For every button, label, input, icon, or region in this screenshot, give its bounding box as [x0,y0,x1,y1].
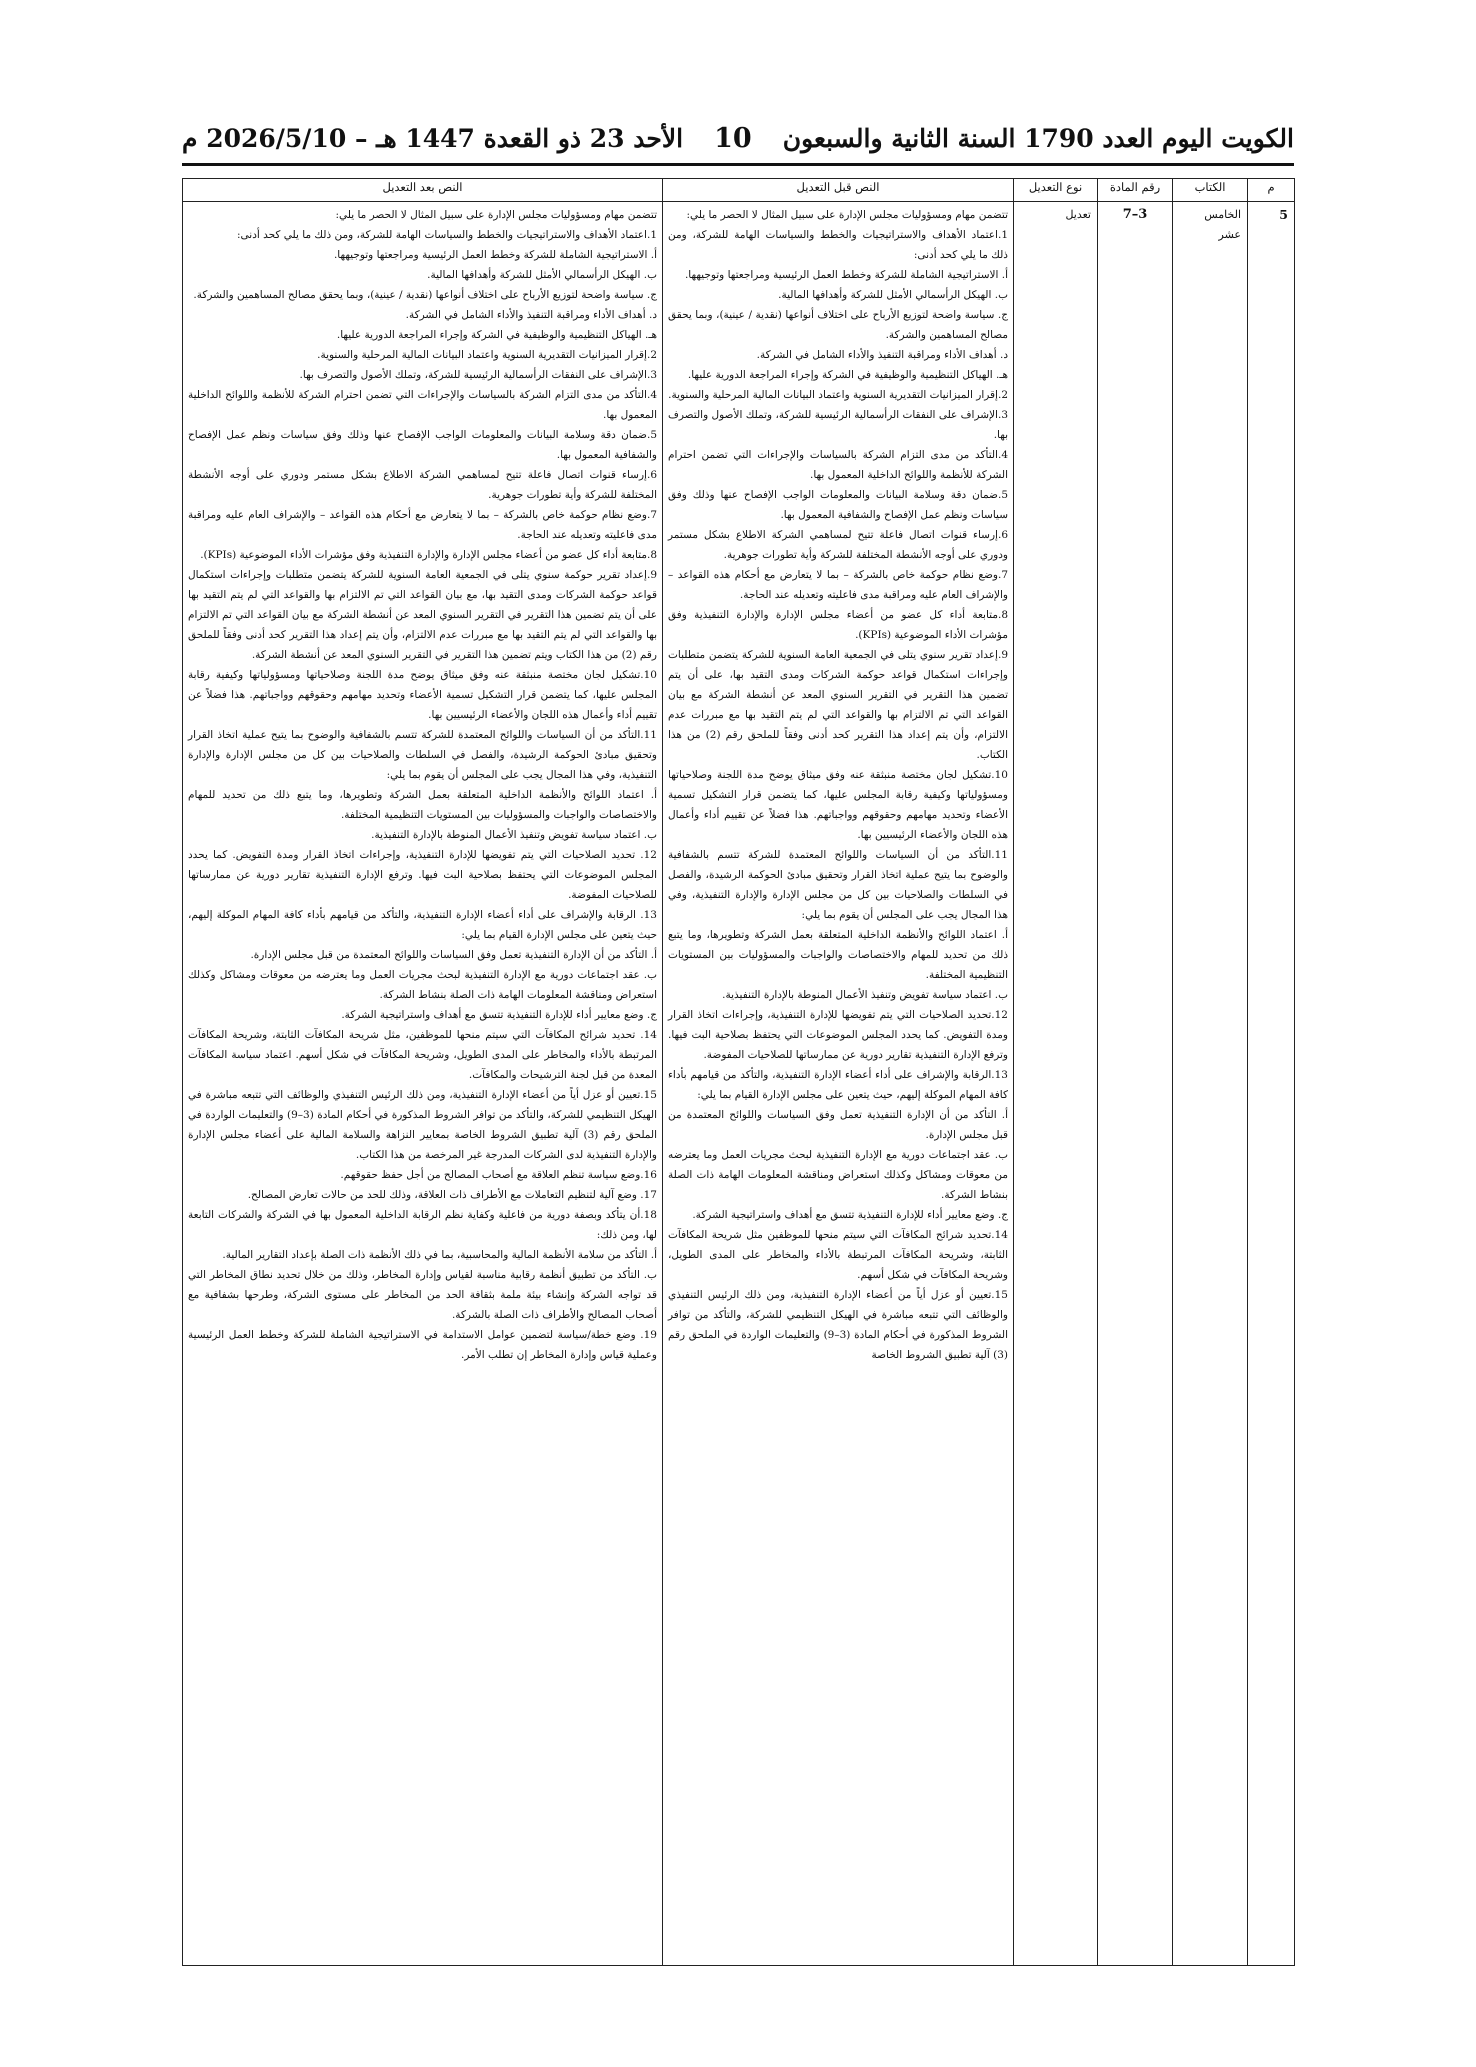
paragraph: 4.التأكد من مدى التزام الشركة بالسياسات والإجراءات التي تضمن احترام الشركة للأنظمة واللوائح الداخلية المعمول بها. [188,389,657,421]
paragraph: هـ. الهياكل التنظيمية والوظيفية في الشركة وإجراء المراجعة الدورية عليها. [687,369,1008,381]
paragraph: د. أهداف الأداء ومراقبة التنفيذ والأداء الشامل في الشركة. [405,309,657,321]
paragraph: 2.إقرار الميزانيات التقديرية السنوية واعتماد البيانات المالية المرحلية والسنوية. [668,389,1008,401]
paragraph: أ. التأكد من أن الإدارة التنفيذية تعمل وفق السياسات واللوائح المعتمدة من قبل مجلس الإدارة. [250,949,657,961]
row-book: الخامس عشر [1173,202,1248,1966]
paragraph: 17. وضع آلية لتنظيم التعاملات مع الأطراف ذات العلاقة، وذلك للحد من حالات تعارض المصالح. [247,1189,657,1201]
page-header [182,118,1294,158]
paragraph: 18.أن يتأكد وبصفة دورية من فاعلية وكفاية نظم الرقابة الداخلية المعمول بها في الشركة والشركات التابعة لها، ومن ذلك: [188,1209,657,1241]
table-header-row [183,179,1295,202]
paragraph: 12.تحديد الصلاحيات التي يتم تفويضها للإدارة التنفيذية، وإجراءات اتخاذ القرار ومدة التفويض. كما يحدد المجلس الموضوعات التي يحتفظ بصلاحية البت فيها. وترفع الإدارة التنفيذية تقارير دورية عن ممارساتها للصلاحيات المفوضة. [668,1009,1008,1061]
paragraph: 3.الإشراف على النفقات الرأسمالية الرئيسية للشركة، وتملك الأصول والتصرف بها. [668,409,1008,441]
paragraph: هـ. الهياكل التنظيمية والوظيفية في الشركة وإجراء المراجعة الدورية عليها. [336,329,657,341]
paragraph: 4.التأكد من مدى التزام الشركة بالسياسات والإجراءات التي تضمن احترام الشركة للأنظمة واللوائح الداخلية المعمول بها. [668,449,1008,481]
paragraph: 15.تعيين أو عزل أياً من أعضاء الإدارة التنفيذية، ومن ذلك الرئيس التنفيذي والوظائف التي تتبعه مباشرة في الهيكل التنظيمي للشركة، والتأكد من توافر الشروط المذكورة في أحكام المادة (3–9) والتعليمات الواردة في الملحق رقم (3) آلية تطبيق الشروط الخاصة [668,1289,1008,1361]
header-date: الأحد 23 ذو القعدة 1447 هـ – 2026/5/10 م [182,123,684,153]
paragraph: أ. اعتماد اللوائح والأنظمة الداخلية المتعلقة بعمل الشركة وتطويرها، وما يتبع ذلك من تحديد للمهام والاختصاصات والواجبات والمسؤوليات بين المستويات التنظيمية المختلفة. [188,789,657,821]
paragraph: 13.الرقابة والإشراف على أداء أعضاء الإدارة التنفيذية، والتأكد من قيامهم بأداء كافة المهام الموكلة إليهم، حيث يتعين على مجلس الإدارة القيام بما يلي: [668,1069,1008,1101]
paragraph: ج. وضع معايير أداء للإدارة التنفيذية تتسق مع أهداف واستراتيجية الشركة. [341,1009,657,1021]
paragraph: ج. سياسة واضحة لتوزيع الأرباح على اختلاف أنواعها (نقدية / عينية)، وبما يحقق مصالح المساهمين والشركة. [193,289,657,301]
paragraph: د. أهداف الأداء ومراقبة التنفيذ والأداء الشامل في الشركة. [756,349,1008,361]
paragraph: 16.وضع سياسة تنظم العلاقة مع أصحاب المصالح من أجل حفظ حقوقهم. [340,1169,657,1181]
paragraph: 3.الإشراف على النفقات الرأسمالية الرئيسية للشركة، وتملك الأصول والتصرف بها. [299,369,657,381]
paragraph: 2.إقرار الميزانيات التقديرية السنوية واعتماد البيانات المالية المرحلية والسنوية. [317,349,657,361]
col-header-book: الكتاب [1173,179,1248,202]
paragraph: 6.إرساء قنوات اتصال فاعلة تتيح لمساهمي الشركة الاطلاع بشكل مستمر ودوري على أوجه الأنشطة المختلفة للشركة وأية تطورات جوهرية. [668,529,1008,561]
paragraph: 19. وضع خطة/سياسة لتضمين عوامل الاستدامة في الاستراتيجية الشاملة للشركة وخطط العمل الرئيسية وعملية قياس وإدارة المخاطر إن تطلب الأمر. [188,1329,657,1361]
paragraph: 7.وضع نظام حوكمة خاص بالشركة – بما لا يتعارض مع أحكام هذه القواعد – والإشراف العام عليه ومراقبة مدى فاعليته وتعديله عند الحاجة. [668,569,1008,601]
paragraph: أ. اعتماد اللوائح والأنظمة الداخلية المتعلقة بعمل الشركة وتطويرها، وما يتبع ذلك من تحديد للمهام والاختصاصات والواجبات والمسؤوليات بين المستويات التنظيمية المختلفة. [668,929,1008,981]
text-before [663,202,1014,1966]
paragraph: 13. الرقابة والإشراف على أداء أعضاء الإدارة التنفيذية، والتأكد من قيامهم بأداء كافة المهام الموكلة إليهم، حيث يتعين على مجلس الإدارة القيام بما يلي: [188,909,657,941]
paragraph: أ. التأكد من سلامة الأنظمة المالية والمحاسبية، بما في ذلك الأنظمة ذات الصلة بإعداد التقارير المالية. [222,1249,657,1261]
paragraph: 9.إعداد تقرير سنوي يتلى في الجمعية العامة السنوية للشركة يتضمن متطلبات وإجراءات استكمال قواعد حوكمة الشركات ومدى التقيد بها، على أن يتم تضمين هذا التقرير في التقرير السنوي المعد عن أنشطة الشركة مع بيان القواعد التي تم الالتزام بها والقواعد التي لم يتم التقيد بها مع مبررات عدم الالتزام، وأن يتم إعداد هذا التقرير كحد أدنى وفقاً للملحق رقم (2) من هذا الكتاب. [668,649,1008,761]
paragraph: ب. الهيكل الرأسمالي الأمثل للشركة وأهدافها المالية. [778,289,1008,301]
paragraph: أ. التأكد من أن الإدارة التنفيذية تعمل وفق السياسات واللوائح المعتمدة من قبل مجلس الإدارة. [668,1109,1008,1141]
row-type: تعديل [1014,202,1098,1966]
col-header-article: رقم المادة [1098,179,1173,202]
header-rule [182,163,1294,166]
paragraph: 6.إرساء قنوات اتصال فاعلة تتيح لمساهمي الشركة الاطلاع بشكل مستمر ودوري على أوجه الأنشطة المختلفة للشركة وأية تطورات جوهرية. [188,469,657,501]
paragraph: 14. تحديد شرائح المكافآت التي سيتم منحها للموظفين، مثل شريحة المكافآت الثابتة، وشريحة المكافآت المرتبطة بالأداء والمخاطر على المدى الطويل، وشريحة المكافآت في شكل أسهم. اعتماد سياسة المكافآت المعدة من قبل لجنة الترشيحات والمكافآت. [188,1029,657,1081]
paragraph: 11.التأكد من أن السياسات واللوائح المعتمدة للشركة تتسم بالشفافية والوضوح بما يتيح عملية اتخاذ القرار وتحقيق مبادئ الحوكمة الرشيدة، والفصل في السلطات والصلاحيات بين كل من مجلس الإدارة والإدارة التنفيذية، وفي هذا المجال يجب على المجلس أن يقوم بما يلي: [188,729,657,781]
paragraph: 8.متابعة أداء كل عضو من أعضاء مجلس الإدارة والإدارة التنفيذية وفق مؤشرات الأداء الموضوعية (KPIs). [200,549,657,561]
paragraph: ب. اعتماد سياسة تفويض وتنفيذ الأعمال المنوطة بالإدارة التنفيذية. [722,989,1008,1001]
paragraph: ج. سياسة واضحة لتوزيع الأرباح على اختلاف أنواعها (نقدية / عينية)، وبما يحقق مصالح المساهمين والشركة. [668,309,1008,341]
paragraph: 10.تشكيل لجان مختصة منبثقة عنه وفق ميثاق يوضح مدة اللجنة وصلاحياتها ومسؤولياتها وكيفية رقابة المجلس عليها، كما يتضمن قرار التشكيل تسمية الأعضاء وتحديد مهامهم وحقوقهم وواجباتهم. هذا فضلاً عن تقييم أداء وأعمال هذه اللجان والأعضاء الرئيسيين بها. [188,669,657,721]
paragraph: ج. وضع معايير أداء للإدارة التنفيذية تتسق مع أهداف واستراتيجية الشركة. [692,1209,1008,1221]
col-header-m: م [1248,179,1295,202]
table-row [183,202,1295,1966]
paragraph: 1.اعتماد الأهداف والاستراتيجيات والخطط والسياسات الهامة للشركة، ومن ذلك ما يلي كحد أدنى: [668,229,1008,261]
paragraph: ب. عقد اجتماعات دورية مع الإدارة التنفيذية لبحث مجريات العمل وما يعترضه من معوقات ومشاكل وكذلك استعراض ومناقشة المعلومات الهامة ذات الصلة بنشاط الشركة. [668,1149,1008,1201]
text-after [183,202,663,1966]
paragraph: ب. عقد اجتماعات دورية مع الإدارة التنفيذية لبحث مجريات العمل وما يعترضه من معوقات ومشاكل وكذلك استعراض ومناقشة المعلومات الهامة ذات الصلة بنشاط الشركة. [188,969,657,1001]
paragraph: 14.تحديد شرائح المكافآت التي سيتم منحها للموظفين مثل شريحة المكافآت الثابتة، وشريحة المكافآت المرتبطة بالأداء والمخاطر على المدى الطويل، وشريحة المكافآت في شكل أسهم. [668,1229,1008,1281]
paragraph: 5.ضمان دقة وسلامة البيانات والمعلومات الواجب الإفصاح عنها وذلك وفق سياسات ونظم عمل الإفصاح والشفافية المعمول بها. [668,489,1008,521]
col-header-type: نوع التعديل [1014,179,1098,202]
col-header-after: النص بعد التعديل [183,179,663,202]
paragraph: تتضمن مهام ومسؤوليات مجلس الإدارة على سبيل المثال لا الحصر ما يلي: [686,209,1008,221]
paragraph: أ. الاستراتيجية الشاملة للشركة وخطط العمل الرئيسية ومراجعتها وتوجيهها. [333,249,657,261]
paragraph: 9.إعداد تقرير حوكمة سنوي يتلى في الجمعية العامة السنوية للشركة يتضمن متطلبات وإجراءات استكمال قواعد حوكمة الشركات ومدى التقيد بها، مع بيان القواعد التي تم الالتزام بها والقواعد التي لم يتم التقيد بها على أن يتم تضمين هذا التقرير في التقرير السنوي المعد عن أنشطة الشركة مع بيان القواعد التي تم الالتزام بها والقواعد التي لم يتم التقيد بها مع مبررات عدم الالتزام، وأن يتم إعداد هذا التقرير كحد أدنى وفقاً للملحق رقم (2) من هذا الكتاب ويتم تضمين هذا التقرير في التقرير السنوي المعد عن أنشطة الشركة. [188,569,657,661]
paragraph: 7.وضع نظام حوكمة خاص بالشركة – بما لا يتعارض مع أحكام هذه القواعد – والإشراف العام عليه ومراقبة مدى فاعليته وتعديله عند الحاجة. [188,509,657,541]
page-number: 10 [714,122,752,154]
amendments-table [182,178,1295,1966]
paragraph: ب. الهيكل الرأسمالي الأمثل للشركة وأهدافها المالية. [427,269,657,281]
paragraph: أ. الاستراتيجية الشاملة للشركة وخطط العمل الرئيسية ومراجعتها وتوجيهها. [684,269,1008,281]
col-header-before: النص قبل التعديل [663,179,1014,202]
paragraph: 15.تعيين أو عزل أياً من أعضاء الإدارة التنفيذية، ومن ذلك الرئيس التنفيذي والوظائف التي تتبعه مباشرة في الهيكل التنظيمي للشركة، والتأكد من توافر الشروط المذكورة في أحكام المادة (3–9) والتعليمات الواردة في الملحق رقم (3) آلية تطبيق الشروط الخاصة بمعايير النزاهة والسلامة المالية على أعضاء مجلس الإدارة والإدارة التنفيذية لدى الشركات المدرجة غير المرخصة من هذا الكتاب. [188,1089,657,1161]
paragraph: 1.اعتماد الأهداف والاستراتيجيات والخطط والسياسات الهامة للشركة، ومن ذلك ما يلي كحد أدنى: [237,229,657,241]
header-issue: الكويت اليوم العدد 1790 السنة الثانية والسبعون [782,123,1294,153]
paragraph: 5.ضمان دقة وسلامة البيانات والمعلومات الواجب الإفصاح عنها وذلك وفق سياسات ونظم عمل الإفصاح والشفافية المعمول بها. [188,429,657,461]
row-article: 3–7 [1098,202,1173,1966]
paragraph: 12. تحديد الصلاحيات التي يتم تفويضها للإدارة التنفيذية، وإجراءات اتخاذ القرار ومدة التفويض. كما يحدد المجلس الموضوعات التي يحتفظ بصلاحية البت فيها. وترفع الإدارة التنفيذية تقارير دورية عن ممارساتها للصلاحيات المفوضة. [188,849,657,901]
paragraph: 11.التأكد من أن السياسات واللوائح المعتمدة للشركة تتسم بالشفافية والوضوح بما يتيح عملية اتخاذ القرار وتحقيق مبادئ الحوكمة الرشيدة، والفصل في السلطات والصلاحيات بين كل من مجلس الإدارة والإدارة التنفيذية، وفي هذا المجال يجب على المجلس أن يقوم بما يلي: [668,849,1008,921]
paragraph: ب. التأكد من تطبيق أنظمة رقابية مناسبة لقياس وإدارة المخاطر، وذلك من خلال تحديد نطاق المخاطر التي قد تواجه الشركة وإنشاء بيئة ملمة بثقافة الحد من المخاطر على مستوى الشركة، وطرحها بشفافية مع أصحاب المصالح والأطراف ذات الصلة بالشركة. [188,1269,657,1321]
row-number: 5 [1248,202,1295,1966]
paragraph: ب. اعتماد سياسة تفويض وتنفيذ الأعمال المنوطة بالإدارة التنفيذية. [371,829,657,841]
paragraph: تتضمن مهام ومسؤوليات مجلس الإدارة على سبيل المثال لا الحصر ما يلي: [335,209,657,221]
paragraph: 10.تشكيل لجان مختصة منبثقة عنه وفق ميثاق يوضح مدة اللجنة وصلاحياتها ومسؤولياتها وكيفية رقابة المجلس عليها، كما يتضمن قرار التشكيل تسمية الأعضاء وتحديد مهامهم وحقوقهم وواجباتهم. هذا فضلاً عن تقييم أداء وأعمال هذه اللجان والأعضاء الرئيسيين بها. [668,769,1008,841]
paragraph: 8.متابعة أداء كل عضو من أعضاء مجلس الإدارة والإدارة التنفيذية وفق مؤشرات الأداء الموضوعية (KPIs). [668,609,1008,641]
